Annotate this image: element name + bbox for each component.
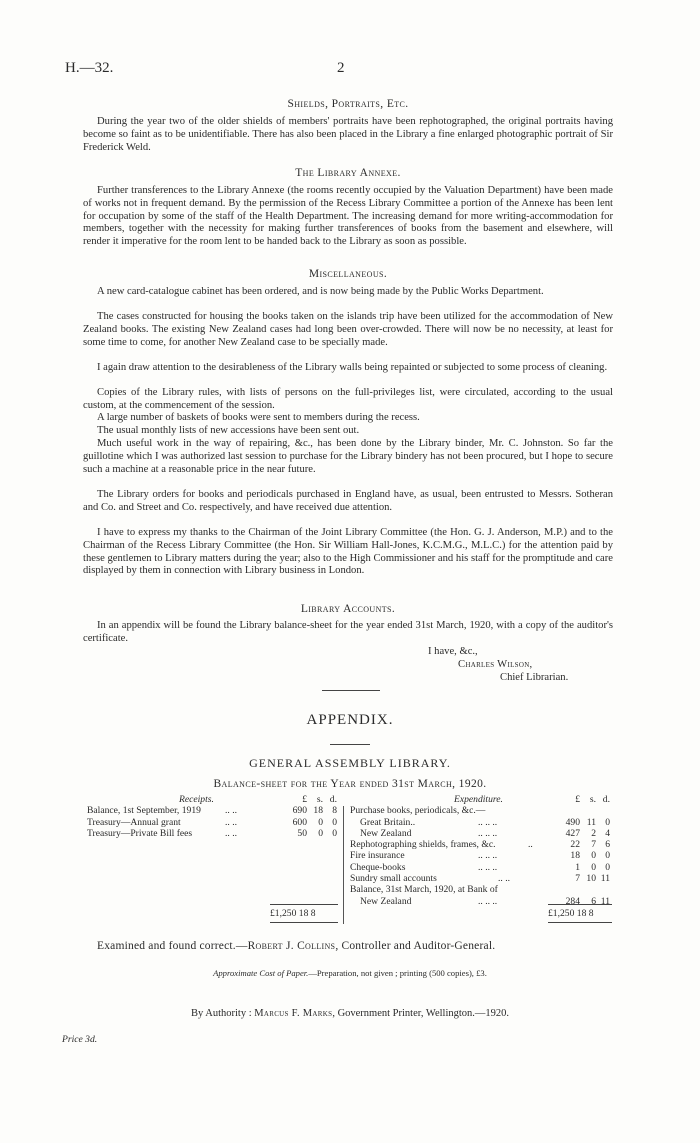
balance-sheet-title: Balance-sheet for the Year ended 31st March, 1920. bbox=[213, 778, 487, 790]
expenditure-pounds: 1 bbox=[575, 861, 580, 873]
section-heading-shields: Shields, Portraits, Etc. bbox=[287, 98, 409, 110]
library-title: GENERAL ASSEMBLY LIBRARY. bbox=[249, 756, 451, 770]
paragraph-misc-3: I again draw attention to the desirableness of the Library walls being repainted or subjected to some process of cleaning. bbox=[97, 362, 608, 373]
expenditure-label: Fire insurance bbox=[350, 850, 405, 862]
expenditure-label: Balance, 31st March, 1920, at Bank of bbox=[350, 884, 498, 896]
appendix-rule bbox=[330, 744, 370, 745]
expenditure-shillings: 7 bbox=[591, 839, 596, 851]
receipt-pence: 8 bbox=[332, 805, 337, 817]
shillings-heading: s. bbox=[316, 794, 323, 805]
expenditure-shillings: 0 bbox=[591, 861, 596, 873]
expenditure-shillings: 6 bbox=[591, 895, 596, 907]
expenditure-pounds: 427 bbox=[565, 827, 580, 839]
table-row bbox=[350, 828, 612, 839]
table-row bbox=[350, 896, 612, 907]
leader-dots: .. .. .. bbox=[478, 816, 498, 828]
pounds-heading: £ bbox=[575, 794, 580, 805]
expenditure-heading: Expenditure. bbox=[454, 794, 503, 805]
receipt-label: Balance, 1st September, 1919 bbox=[87, 805, 201, 817]
page-number: 2 bbox=[337, 60, 345, 76]
receipts-header-row bbox=[87, 794, 339, 805]
auditor-name: Robert J. Collins bbox=[247, 940, 336, 952]
page-header bbox=[65, 60, 630, 80]
table-row bbox=[350, 873, 612, 884]
leader-dots: .. .. bbox=[225, 805, 237, 817]
cost-note-detail: —Preparation, not given ; printing (500 copies), £3. bbox=[308, 968, 487, 978]
leader-dots: .. bbox=[528, 839, 533, 851]
receipts-total-underline bbox=[270, 922, 338, 923]
signatory-name: Charles Wilson, bbox=[458, 659, 533, 670]
receipts-total-rule bbox=[270, 904, 338, 905]
expenditure-label: Purchase books, periodicals, &c.— bbox=[350, 805, 486, 817]
expenditure-label: Cheque-books bbox=[350, 861, 406, 873]
signatory-title: Chief Librarian. bbox=[500, 672, 569, 683]
section-heading-annexe: The Library Annexe. bbox=[295, 167, 401, 179]
expenditure-header-row bbox=[350, 794, 612, 805]
expenditure-shillings: 0 bbox=[591, 850, 596, 862]
paragraph-misc-7: Much useful work in the way of repairing, &c., has been done by the Library binder, Mr. C. Johnston. So far the guillotine which I was authorized last session to purchase for the Library bindery has not been procured, but I hope to secure such a machine at a reasonable price in the near future. bbox=[83, 438, 613, 475]
paragraph-misc-1: A new card-catalogue cabinet has been ordered, and is now being made by the Public Works Department. bbox=[97, 286, 544, 297]
receipt-shillings: 18 bbox=[313, 805, 323, 817]
table-row bbox=[87, 805, 339, 816]
section-heading-accounts: Library Accounts. bbox=[300, 603, 396, 615]
expenditure-label: Sundry small accounts bbox=[350, 873, 437, 885]
expenditure-pounds: 18 bbox=[570, 850, 580, 862]
table-row bbox=[350, 817, 612, 828]
expenditure-pounds: 490 bbox=[565, 816, 580, 828]
paragraph-shields: During the year two of the older shields of members' portraits have been rephotographed, the original portraits having become so faint as to be unidentifiable. There has also been placed in the Library a fine enlarged photographic portrait of Sir Frederick Weld. bbox=[83, 116, 613, 153]
receipt-pence: 0 bbox=[332, 816, 337, 828]
receipt-label: Treasury—Annual grant bbox=[87, 816, 181, 828]
paragraph-misc-5: A large number of baskets of books were sent to members during the recess. bbox=[97, 412, 420, 423]
receipt-label: Treasury—Private Bill fees bbox=[87, 827, 193, 839]
paragraph-misc-6: The usual monthly lists of new accessions have been sent out. bbox=[97, 425, 360, 436]
authority-prefix: By Authority : bbox=[190, 1008, 255, 1019]
paragraph-accounts: In an appendix will be found the Library balance-sheet for the year ended 31st March, 1920, with a copy of the auditor's certificate. bbox=[83, 620, 613, 644]
paragraph-misc-8: The Library orders for books and periodicals purchased in England have, as usual, been entrusted to Messrs. Sotheran and Co. and Street and Co. respectively, and have received due attention. bbox=[83, 489, 613, 513]
authority-suffix: , Government Printer, Wellington.—1920. bbox=[332, 1008, 510, 1019]
expenditure-shillings: 11 bbox=[586, 816, 596, 828]
cost-note-label: Approximate Cost of Paper. bbox=[213, 968, 309, 978]
paragraph-annexe: Further transferences to the Library Annexe (the rooms recently occupied by the Valuation Department) have been made of works not in frequent demand. By the permission of the Recess Library Committee a portion of the Annexe has been lent for occupation by some of the staff of the Health Department. The increasing demand for more writing-accommodation for members, together with the necessity for making further transferences of books from the basement and elsewhere, will render it imperative for the room lent to be handed back to the Library as soon as possible. bbox=[83, 185, 613, 248]
receipts-heading: Receipts. bbox=[179, 794, 214, 805]
receipt-shillings: 0 bbox=[318, 827, 323, 839]
document-reference: H.—32. bbox=[65, 60, 114, 76]
receipt-pounds: 50 bbox=[297, 827, 307, 839]
expenditure-pence: 0 bbox=[605, 861, 610, 873]
expenditure-shillings: 2 bbox=[591, 827, 596, 839]
expenditure-pence: 4 bbox=[605, 827, 610, 839]
table-row bbox=[350, 850, 612, 861]
expenditure-table bbox=[350, 794, 612, 907]
receipt-shillings: 0 bbox=[318, 816, 323, 828]
expenditure-pence: 6 bbox=[605, 839, 610, 851]
expenditure-pence: 11 bbox=[600, 873, 610, 885]
closing-salutation: I have, &c., bbox=[428, 646, 478, 657]
expenditure-pence: 11 bbox=[600, 895, 610, 907]
receipts-total: £1,250 18 8 bbox=[270, 908, 316, 919]
leader-dots: .. .. .. bbox=[478, 827, 498, 839]
paragraph-misc-2: The cases constructed for housing the books taken on the islands trip have been utilized for the accommodation of New Zealand books. The existing New Zealand cases had long been over-crowded. There will now be no necessity, at least for some time to come, for another New Zealand case to be specially made. bbox=[83, 311, 613, 348]
expenditure-label: Rephotographing shields, frames, &c. bbox=[350, 839, 496, 851]
separator-rule bbox=[322, 690, 380, 691]
leader-dots: .. .. .. bbox=[478, 850, 498, 862]
column-divider bbox=[343, 806, 344, 924]
appendix-title: APPENDIX. bbox=[306, 712, 394, 728]
expenditure-pounds: 7 bbox=[575, 873, 580, 885]
table-row bbox=[350, 884, 612, 895]
certificate-text: Examined and found correct.— bbox=[97, 940, 248, 952]
receipt-pounds: 690 bbox=[292, 805, 307, 817]
expenditure-pounds: 22 bbox=[570, 839, 580, 851]
receipt-pounds: 600 bbox=[292, 816, 307, 828]
table-row bbox=[350, 839, 612, 850]
pence-heading: d. bbox=[329, 794, 337, 805]
expenditure-pence: 0 bbox=[605, 850, 610, 862]
leader-dots: .. .. .. bbox=[478, 895, 498, 907]
expenditure-label: Great Britain.. bbox=[360, 816, 416, 828]
leader-dots: .. .. bbox=[225, 816, 237, 828]
table-row bbox=[87, 817, 339, 828]
leader-dots: .. .. .. bbox=[478, 861, 498, 873]
table-row bbox=[350, 862, 612, 873]
receipts-table bbox=[87, 794, 339, 839]
price: Price 3d. bbox=[62, 1034, 98, 1045]
expenditure-total: £1,250 18 8 bbox=[548, 908, 594, 919]
paragraph-misc-4: Copies of the Library rules, with lists of persons on the full-privileges list, were circulated, according to the usual custom, at the commencement of the session. bbox=[83, 387, 613, 411]
receipt-pence: 0 bbox=[332, 827, 337, 839]
table-row bbox=[350, 805, 612, 816]
auditor-title: , Controller and Auditor-General. bbox=[335, 940, 496, 952]
expenditure-pounds: 284 bbox=[565, 895, 580, 907]
expenditure-label: New Zealand bbox=[360, 827, 412, 839]
expenditure-total-rule bbox=[548, 904, 612, 905]
expenditure-shillings: 10 bbox=[586, 873, 596, 885]
cost-note bbox=[0, 968, 700, 978]
expenditure-label: New Zealand bbox=[360, 895, 412, 907]
section-heading-miscellaneous: Miscellaneous. bbox=[308, 268, 388, 280]
paragraph-misc-9: I have to express my thanks to the Chairman of the Joint Library Committee (the Hon. G. J. Anderson, M.P.) and to the Chairman of the Recess Library Committee (the Hon. Sir William Hall-Jones, K.C.M.G., M.L.C.) for the attention paid by these gentlemen to Library matters during the year; also to the High Commissioner and his staff for the promptitude and care displayed by them in connection with Library business in London. bbox=[83, 527, 613, 577]
printer-name: Marcus F. Marks bbox=[254, 1008, 333, 1019]
pence-heading: d. bbox=[602, 794, 610, 805]
pounds-heading: £ bbox=[302, 794, 307, 805]
expenditure-pence: 0 bbox=[605, 816, 610, 828]
auditor-certificate bbox=[97, 940, 495, 952]
leader-dots: .. .. bbox=[225, 827, 237, 839]
printer-authority bbox=[0, 1008, 700, 1019]
leader-dots: .. .. bbox=[498, 873, 510, 885]
table-row bbox=[87, 828, 339, 839]
shillings-heading: s. bbox=[589, 794, 596, 805]
expenditure-total-underline bbox=[548, 922, 612, 923]
